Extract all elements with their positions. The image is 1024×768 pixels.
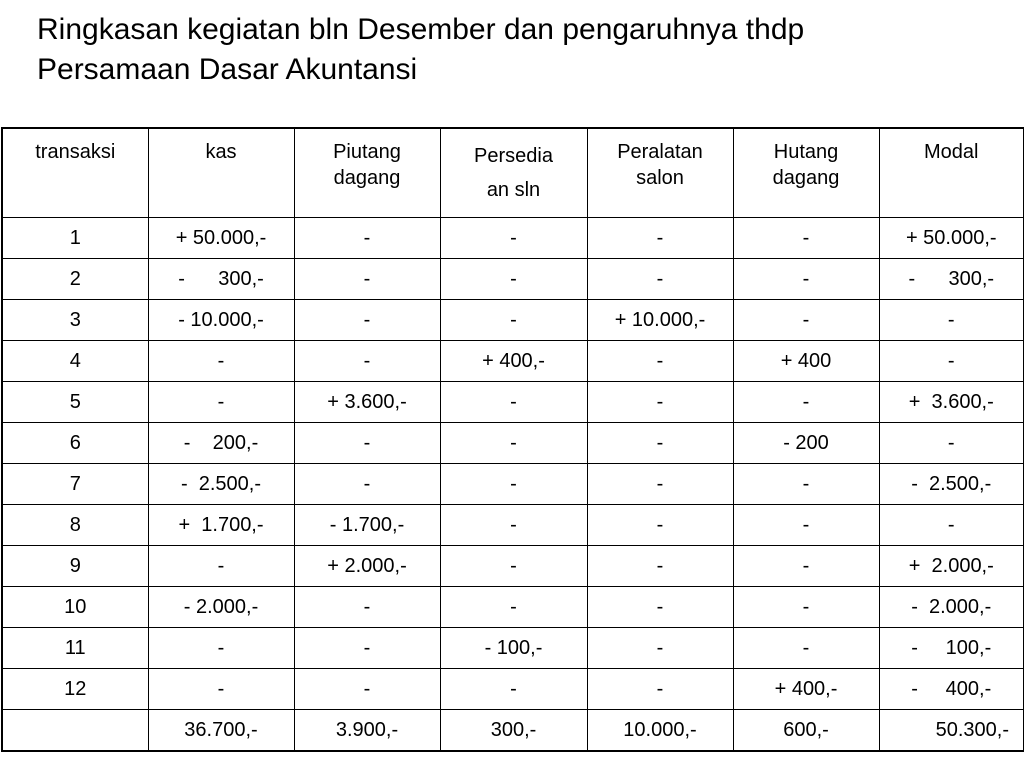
- cell-peralatan-salon: -: [587, 628, 733, 669]
- cell-persediaan-salon: -: [440, 259, 587, 300]
- slide-title-line-2: Persamaan Dasar Akuntansi: [37, 53, 418, 86]
- cell-peralatan-salon: -: [587, 259, 733, 300]
- cell-peralatan-salon: -: [587, 423, 733, 464]
- cell-peralatan-salon: -: [587, 587, 733, 628]
- header-hutang-dagang-line-1: Hutang: [773, 141, 839, 163]
- cell-modal: + 50.000,-: [879, 218, 1024, 259]
- cell-transaksi: 11: [2, 628, 148, 669]
- table-row: [2, 259, 1024, 300]
- cell-peralatan-salon: -: [587, 218, 733, 259]
- cell-transaksi: 4: [2, 341, 148, 382]
- table-row: [2, 628, 1024, 669]
- header-persediaan-salon: [440, 128, 587, 218]
- header-persediaan-salon-line-2: an sln: [486, 179, 541, 201]
- cell-persediaan-salon: -: [440, 382, 587, 423]
- cell-modal: - 2.000,-: [879, 587, 1024, 628]
- header-kas: [148, 128, 294, 218]
- slide-title: [37, 10, 997, 90]
- cell-modal: - 400,-: [879, 669, 1024, 710]
- total-hutang-dagang: 600,-: [733, 710, 879, 752]
- table-row: [2, 464, 1024, 505]
- cell-transaksi: 1: [2, 218, 148, 259]
- cell-modal: -: [879, 341, 1024, 382]
- table-row: [2, 341, 1024, 382]
- total-transaksi: [2, 710, 148, 752]
- cell-hutang-dagang: -: [733, 218, 879, 259]
- cell-kas: + 50.000,-: [148, 218, 294, 259]
- cell-hutang-dagang: + 400,-: [733, 669, 879, 710]
- cell-persediaan-salon: -: [440, 587, 587, 628]
- cell-persediaan-salon: -: [440, 423, 587, 464]
- cell-persediaan-salon: -: [440, 464, 587, 505]
- header-piutang-dagang-line-1: Piutang: [333, 141, 401, 163]
- cell-kas: - 2.000,-: [148, 587, 294, 628]
- cell-modal: - 100,-: [879, 628, 1024, 669]
- cell-transaksi: 10: [2, 587, 148, 628]
- header-peralatan-salon: [587, 128, 733, 218]
- header-persediaan-salon-line-1: Persedia: [474, 145, 553, 167]
- header-piutang-dagang-line-2: dagang: [333, 167, 401, 189]
- transaction-summary-table: [1, 127, 1024, 752]
- cell-modal: -: [879, 300, 1024, 341]
- table-row: [2, 218, 1024, 259]
- cell-kas: - 200,-: [148, 423, 294, 464]
- cell-hutang-dagang: -: [733, 259, 879, 300]
- cell-peralatan-salon: -: [587, 341, 733, 382]
- cell-peralatan-salon: + 10.000,-: [587, 300, 733, 341]
- cell-kas: -: [148, 628, 294, 669]
- total-modal: 50.300,-: [879, 710, 1024, 752]
- cell-piutang-dagang: + 3.600,-: [294, 382, 440, 423]
- header-kas-label: kas: [205, 141, 237, 163]
- cell-transaksi: 2: [2, 259, 148, 300]
- cell-hutang-dagang: - 200: [733, 423, 879, 464]
- total-peralatan-salon: 10.000,-: [587, 710, 733, 752]
- slide-title-line-1: Ringkasan kegiatan bln Desember dan pengaruhnya thdp: [37, 13, 805, 46]
- cell-kas: -: [148, 382, 294, 423]
- cell-piutang-dagang: -: [294, 587, 440, 628]
- cell-hutang-dagang: -: [733, 546, 879, 587]
- cell-hutang-dagang: -: [733, 464, 879, 505]
- cell-modal: -: [879, 423, 1024, 464]
- cell-kas: -: [148, 341, 294, 382]
- cell-persediaan-salon: - 100,-: [440, 628, 587, 669]
- header-hutang-dagang-line-2: dagang: [772, 167, 840, 189]
- cell-transaksi: 5: [2, 382, 148, 423]
- cell-transaksi: 8: [2, 505, 148, 546]
- cell-peralatan-salon: -: [587, 669, 733, 710]
- cell-modal: - 300,-: [879, 259, 1024, 300]
- table-row: [2, 300, 1024, 341]
- cell-peralatan-salon: -: [587, 505, 733, 546]
- cell-modal: + 3.600,-: [879, 382, 1024, 423]
- totals-row: [2, 710, 1024, 752]
- cell-persediaan-salon: + 400,-: [440, 341, 587, 382]
- cell-transaksi: 3: [2, 300, 148, 341]
- cell-piutang-dagang: + 2.000,-: [294, 546, 440, 587]
- cell-piutang-dagang: -: [294, 341, 440, 382]
- cell-peralatan-salon: -: [587, 546, 733, 587]
- cell-piutang-dagang: -: [294, 669, 440, 710]
- header-modal: [879, 128, 1024, 218]
- cell-persediaan-salon: -: [440, 300, 587, 341]
- cell-piutang-dagang: -: [294, 423, 440, 464]
- cell-kas: - 10.000,-: [148, 300, 294, 341]
- table-row: [2, 505, 1024, 546]
- header-peralatan-salon-line-2: salon: [636, 167, 684, 189]
- table-row: [2, 587, 1024, 628]
- cell-kas: - 2.500,-: [148, 464, 294, 505]
- cell-piutang-dagang: - 1.700,-: [294, 505, 440, 546]
- cell-transaksi: 9: [2, 546, 148, 587]
- header-peralatan-salon-line-1: Peralatan: [617, 141, 703, 163]
- cell-persediaan-salon: -: [440, 218, 587, 259]
- cell-hutang-dagang: -: [733, 628, 879, 669]
- table-header-row: [2, 128, 1024, 218]
- total-piutang-dagang: 3.900,-: [294, 710, 440, 752]
- cell-piutang-dagang: -: [294, 628, 440, 669]
- cell-piutang-dagang: -: [294, 300, 440, 341]
- cell-transaksi: 12: [2, 669, 148, 710]
- header-modal-label: Modal: [924, 141, 979, 163]
- table-row: [2, 382, 1024, 423]
- cell-peralatan-salon: -: [587, 382, 733, 423]
- total-persediaan-salon: 300,-: [440, 710, 587, 752]
- cell-hutang-dagang: -: [733, 300, 879, 341]
- cell-transaksi: 7: [2, 464, 148, 505]
- cell-hutang-dagang: -: [733, 505, 879, 546]
- cell-persediaan-salon: -: [440, 669, 587, 710]
- cell-peralatan-salon: -: [587, 464, 733, 505]
- cell-kas: + 1.700,-: [148, 505, 294, 546]
- cell-kas: -: [148, 546, 294, 587]
- cell-kas: - 300,-: [148, 259, 294, 300]
- cell-piutang-dagang: -: [294, 464, 440, 505]
- cell-hutang-dagang: -: [733, 382, 879, 423]
- cell-hutang-dagang: + 400: [733, 341, 879, 382]
- cell-kas: -: [148, 669, 294, 710]
- cell-piutang-dagang: -: [294, 259, 440, 300]
- cell-piutang-dagang: -: [294, 218, 440, 259]
- header-hutang-dagang: [733, 128, 879, 218]
- cell-persediaan-salon: -: [440, 505, 587, 546]
- cell-persediaan-salon: -: [440, 546, 587, 587]
- header-piutang-dagang: [294, 128, 440, 218]
- cell-hutang-dagang: -: [733, 587, 879, 628]
- total-kas: 36.700,-: [148, 710, 294, 752]
- cell-modal: - 2.500,-: [879, 464, 1024, 505]
- header-transaksi-label: transaksi: [35, 141, 116, 163]
- cell-modal: -: [879, 505, 1024, 546]
- header-transaksi: [2, 128, 148, 218]
- cell-modal: + 2.000,-: [879, 546, 1024, 587]
- table-row: [2, 669, 1024, 710]
- table-row: [2, 546, 1024, 587]
- table-row: [2, 423, 1024, 464]
- cell-transaksi: 6: [2, 423, 148, 464]
